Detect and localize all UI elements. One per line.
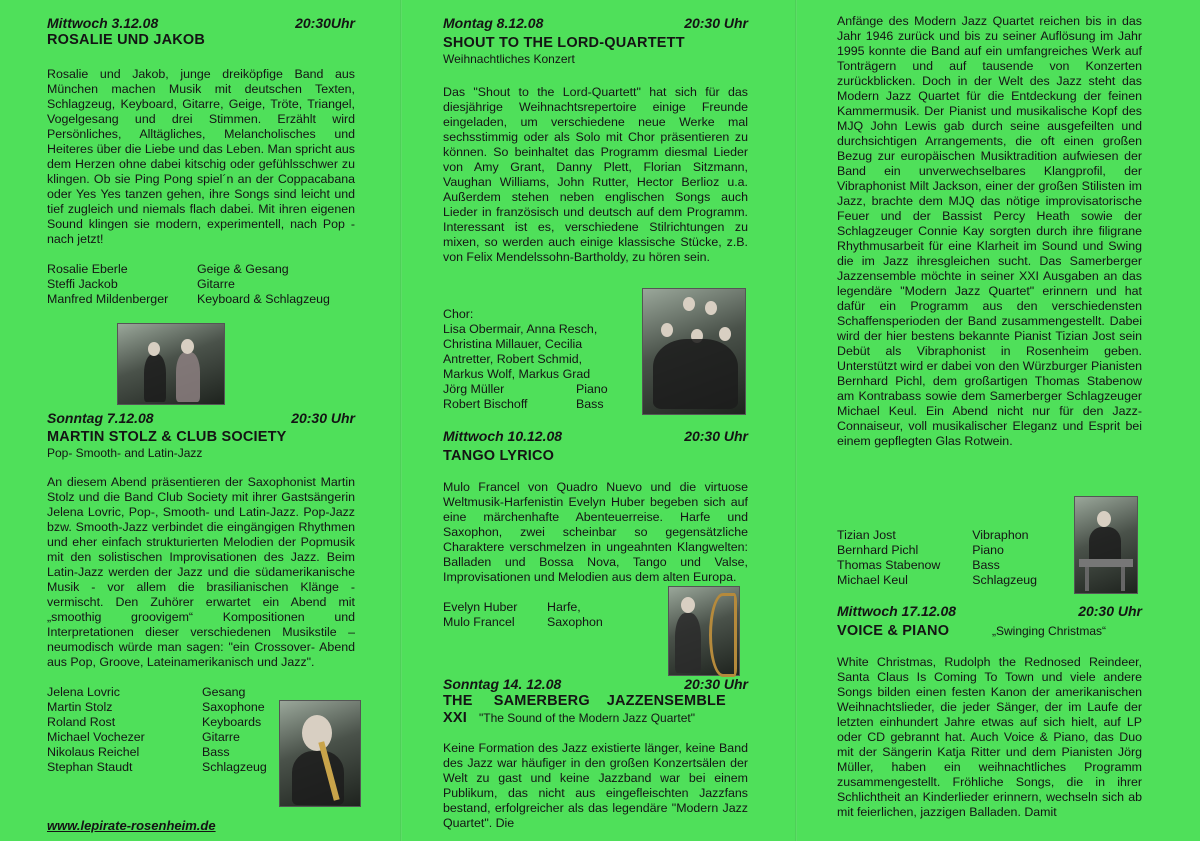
lineup-row (837, 528, 1037, 543)
musician-name: Steffi Jackob (47, 277, 118, 291)
page-fold (795, 0, 797, 841)
event-title-suffix: XXI (443, 710, 467, 726)
event-header (443, 676, 748, 693)
event-description: White Christmas, Rudolph the Rednosed Reindeer, Santa Claus Is Coming To Town und viele andere Songs bilden einen festen Kanon der amerikanischen Weihnachtslieder, die jeder Sänger, der im Laufe der letzten einhundert Jahre etwas auf sich hielt, auf LP oder CD gebrannt hat. Auch Voice & Piano, das Duo mit der Sängerin Katja Ritter und dem Pianisten Jörg Müller, haben ein weihnachtliches Programm zusammengestellt. Fröhliche Songs, die in ihrer Schlichtheit an Kinderlieder erinnern, wechseln sich ab mit feierlichen, jazzigen Balladen. Damit (837, 655, 1142, 819)
lineup-row (443, 615, 623, 630)
musician-name: Jörg Müller (443, 382, 505, 396)
choir-label: Chor: (443, 307, 474, 321)
event-time: 20:30 Uhr (1078, 603, 1142, 619)
event-description: Rosalie und Jakob, junge dreiköpfige Band aus München machen Musik mit deutschen Texten, Schlagzeug, Keyboard, Gitarre, Geige, Tröte, Triangel, Vogelgesang und drei Stimmen. Erzählt wird Persönliches, Alltägliches, Melancholisches und Heiteres über die Liebe und das Leben. Man spricht aus dem Herzen ohne dabei kitschig oder gefühlsschwer zu klingen. Ob sie Ping Pong spiel´n an der Coppacabana oder Yes Yes tanzen gehen, ihre Songs sind leicht und tief zugleich und niemals flach dabei. Mit ihren eigenen Sound klingen sie modern, experimentell, nach Pop - nach jetzt! (47, 67, 355, 246)
musician-name: Robert Bischoff (443, 397, 528, 411)
lineup-row (47, 685, 277, 700)
musician-name: Mulo Francel (443, 615, 515, 629)
musician-role: Bass (576, 397, 604, 411)
event-description: Das "Shout to the Lord-Quartett" hat sich für das diesjährige Weihnachtsrepertoire einige Freunde eingeladen, um verschiedene neue Werke mal sechsstimmig oder als Solo mit Chor präsentieren zu können. So beinhaltet das Programm diesmal Lieder von Amy Grant, Danny Plett, Florian Sitzmann, Vaughan Williams, John Rutter, Hector Berlioz u.a. Außerdem stehen neben englischen Songs auch Lieder in französisch und deutsch auf dem Programm. Interessant ist es, verschiedene Stilrichtungen zu mixen, so werden auch einige klassische Stücke, z.B. von Felix Mendelssohn-Bartholdy, zu hören sein. (443, 85, 748, 264)
musician-name: Thomas Stabenow (837, 558, 941, 572)
lineup-row (47, 730, 277, 745)
musician-name: Stephan Staudt (47, 760, 133, 774)
event-header (47, 15, 355, 32)
event-title-line-2 (443, 710, 748, 727)
band-photo-rosalie-und-jakob (117, 323, 225, 405)
lineup-row (443, 382, 633, 397)
musician-role: Gesang (202, 685, 246, 699)
lineup-table (47, 685, 277, 775)
event-title-row (837, 623, 1142, 640)
band-photo-shout-to-the-lord (642, 288, 746, 415)
musician-role: Bass (202, 745, 230, 759)
event-description: Keine Formation des Jazz existierte länger, keine Band des Jazz war häufiger in den großen Konzertsälen der Welt zu gast und keine Jazzband war bei einem Publikum, das nicht aus eingefleischten Jazzfans bestand, erfolgreicher als das legendäre "Modern Jazz Quartet". Die (443, 741, 748, 830)
musician-role: Bass (972, 558, 1000, 572)
event-time: 20:30 Uhr (684, 428, 748, 444)
musician-role: Keyboard & Schlagzeug (197, 292, 330, 306)
choir-lineup (443, 307, 633, 412)
musician-role: Schlagzeug (972, 573, 1037, 587)
lineup-row (47, 277, 355, 292)
event-voice-and-piano (837, 603, 1142, 820)
event-date: Mittwoch 3.12.08 (47, 15, 159, 31)
event-date: Sonntag 7.12.08 (47, 410, 154, 426)
musician-role: Gitarre (197, 277, 235, 291)
event-header (47, 410, 355, 427)
event-time: 20:30 Uhr (291, 410, 355, 426)
musician-role: Keyboards (202, 715, 262, 729)
event-header (837, 603, 1142, 620)
choir-line: Lisa Obermair, Anna Resch, (443, 322, 598, 336)
website-link[interactable]: www.lepirate-rosenheim.de (47, 818, 216, 833)
lineup-row (47, 745, 277, 760)
musician-photo-tango-lyrico (668, 586, 740, 676)
lineup-table (47, 262, 355, 307)
musician-role: Saxophon (547, 615, 603, 629)
musician-name: Rosalie Eberle (47, 262, 128, 276)
musician-name: Roland Rost (47, 715, 116, 729)
musician-name: Bernhard Pichl (837, 543, 919, 557)
musician-role: Vibraphon (972, 528, 1029, 542)
lineup-row (47, 760, 277, 775)
musician-name: Martin Stolz (47, 700, 113, 714)
lineup-row (837, 558, 1037, 573)
event-title: VOICE & PIANO (837, 623, 950, 639)
musician-role: Geige & Gesang (197, 262, 289, 276)
lineup-row (47, 715, 277, 730)
event-samerberg-jazzensemble (443, 676, 748, 831)
musician-name: Michael Keul (837, 573, 908, 587)
event-description: Mulo Francel von Quadro Nuevo und die virtuose Weltmusik-Harfenistin Evelyn Huber begeben sich auf eine märchenhafte Abenteuerreise. Harfe und Saxophon, zwei scheinbar so gegensätzliche Charaktere verschmelzen in ungeahnten Klangwelten: Balladen und Bossa Nova, Tango und Valse, Improvisationen und Melodien aus dem alten Europa. (443, 480, 748, 584)
lineup-table (837, 528, 1037, 588)
event-subtitle: "The Sound of the Modern Jazz Quartet" (479, 711, 695, 725)
musician-role: Piano (576, 382, 608, 396)
musician-role: Gitarre (202, 730, 240, 744)
event-title: TANGO LYRICO (443, 448, 555, 464)
lineup-row (837, 543, 1037, 558)
lineup-row (47, 292, 355, 307)
lineup-row (47, 262, 355, 277)
lineup-row (837, 573, 1037, 588)
musician-role: Piano (972, 543, 1004, 557)
event-title: THE SAMERBERG JAZZENSEMBLE (443, 693, 726, 709)
musician-name: Evelyn Huber (443, 600, 518, 614)
lineup-table (443, 600, 623, 630)
musician-name: Michael Vochezer (47, 730, 145, 744)
choir-line: Christina Millauer, Cecilia (443, 337, 583, 351)
event-subtitle: Weihnachtliches Konzert (443, 52, 575, 66)
event-title: MARTIN STOLZ & CLUB SOCIETY (47, 429, 287, 445)
musician-name: Tizian Jost (837, 528, 896, 542)
lineup-table (443, 382, 633, 412)
event-title: SHOUT TO THE LORD-QUARTETT (443, 35, 685, 51)
lineup-row (443, 600, 623, 615)
lineup-row (443, 397, 633, 412)
event-shout-to-the-lord (443, 15, 748, 265)
musician-name: Manfred Mildenberger (47, 292, 169, 306)
event-subtitle: Pop- Smooth- and Latin-Jazz (47, 446, 203, 460)
musician-role: Schlagzeug (202, 760, 267, 774)
musician-photo-vibraphone (1074, 496, 1138, 594)
musician-name: Jelena Lovric (47, 685, 121, 699)
event-time: 20:30 Uhr (684, 676, 748, 692)
musician-name: Nikolaus Reichel (47, 745, 140, 759)
event-date: Montag 8.12.08 (443, 15, 544, 31)
event-rosalie-und-jakob (47, 15, 355, 307)
event-tagline: „Swinging Christmas“ (992, 624, 1107, 638)
lineup-row (47, 700, 277, 715)
page-fold (400, 0, 402, 841)
event-header (443, 15, 748, 32)
event-date: Mittwoch 17.12.08 (837, 603, 957, 619)
event-time: 20:30Uhr (295, 15, 355, 31)
musician-photo-saxophonist (279, 700, 361, 807)
musician-role: Saxophone (202, 700, 265, 714)
event-date: Sonntag 14. 12.08 (443, 676, 562, 692)
event-time: 20:30 Uhr (684, 15, 748, 31)
event-description: An diesem Abend präsentieren der Saxophonist Martin Stolz und die Band Club Society mit ihrer Gastsängerin Jelena Lovric, Pop-, Smooth- und Latin-Jazz. Pop-Jazz bzw. Smooth-Jazz verbindet die eingängigen Rhythmen und eher einfach strukturierten Melodien der Popmusik mit den solistischen Improvisationen des Jazz. Beim Latin-Jazz werden der Jazz und die südamerikanische Musik - vor allem die brasilianischen Klänge - vermischt. Den Zuhörer erwartet ein Abend mit „smoothig groovigem“ Kompositionen und Interpretationen dieser verschiedenen Musikstile – neumodisch würde man sagen: "ein Crossover- Abend aus Pop, Groove, Lateinamerikanisch und Jazz". (47, 475, 355, 669)
event-header (443, 428, 748, 445)
musician-role: Harfe, (547, 600, 581, 614)
event-description-continued: Anfänge des Modern Jazz Quartet reichen bis in das Jahr 1946 zurück und bis zu seiner Auflösung im Jahr 1995 konnte die Band auf ein umfangreiches Werk auf Tonträgern und auf tausende von Konzerten zurückblicken. Doch in der Welt des Jazz steht das Modern Jazz Quartet für die Entdeckung der feinen Kammermusik. Der Pianist und musikalische Kopf des MJQ John Lewis gab durch seine ausgefeilten und durchsichtigen Arrangements, die oft einen großen Bezug zur europäischen Musiktradition aufwiesen der Band ein unverwechselbares Klangprofil, der Vibraphonist Milt Jackson, einer der großen Stilisten im Jazz, brachte dem MJQ das nötige improvisatorische Feuer und der Bassist Percy Heath sowie der Schlagzeuger Connie Kay sorgten durch ihre filigrane Rhythmusarbeit für eine Klarheit im Sound und Swing die im Jazz ihresgleichen sucht. Das Samerberger Jazzensemble möchte in seiner XXI Ausgaben an das legendäre "Modern Jazz Quartet" erinnern und hat dafür ein Programm aus den verschiedensten Schaffensperioden der Band zusammengestellt. Dabei wird der hier bestens bekannte Pianist Tizian Jost sein Debüt als Vibraphonist in Rosenheim geben. Unterstützt wird er dabei von den Würzburger Pianisten Bernhard Pichl, dem großartigen Thomas Stabenow am Kontrabass sowie dem Samerberger Schlagzeuger Michael Keul. Ein Abend nicht nur für den Jazz-Connaiseur, voll musikalischer Eleganz und Esprit bei einem gepflegten Glas Rotwein. (837, 14, 1142, 448)
event-date: Mittwoch 10.12.08 (443, 428, 563, 444)
choir-line: Markus Wolf, Markus Grad (443, 367, 591, 381)
choir-line: Antretter, Robert Schmid, (443, 352, 583, 366)
event-title: ROSALIE UND JAKOB (47, 32, 206, 48)
